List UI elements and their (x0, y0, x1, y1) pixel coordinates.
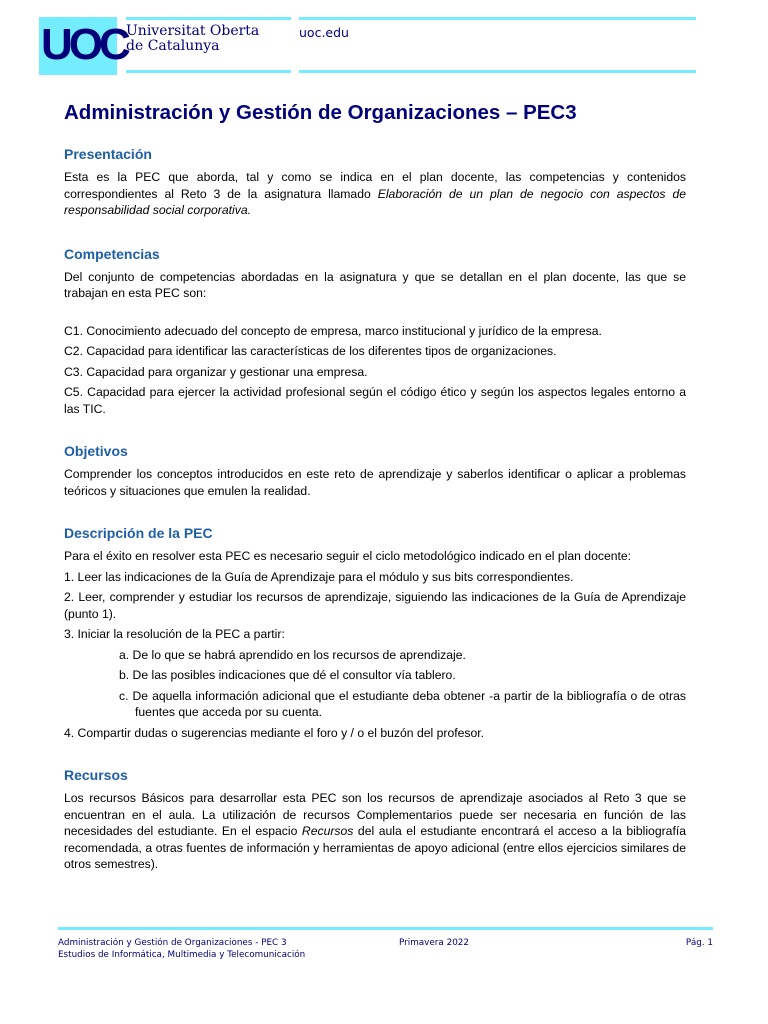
section-heading-presentacion: Presentación (64, 146, 152, 162)
descripcion-sublist (64, 647, 686, 721)
competencias-intro: Del conjunto de competencias abordadas en la asignatura y que se detallan en el plan docente, las que se trabajan en esta PEC son: (64, 269, 686, 300)
recursos-text-plain: Los recursos Básicos para desarrollar esta PEC son los recursos de aprendizaje asociados al Reto 3 que se encuentran en el aula. La utilización de recursos Complementarios puede ser necesaria en función de las necesidades del estudiante. En el espacio (64, 791, 686, 838)
footer-course: Administración y Gestión de Organizaciones - PEC 3 (58, 938, 287, 948)
uoc-logo (39, 17, 127, 75)
section-heading-descripcion: Descripción de la PEC (64, 525, 213, 541)
page-header (0, 0, 768, 80)
descripcion-subitem: b. De las posibles indicaciones que dé el consultor vía tablero. (119, 668, 456, 682)
header-rule-top-left (126, 17, 291, 20)
section-heading-recursos: Recursos (64, 767, 128, 783)
objetivos-text: Comprender los conceptos introducidos en este reto de aprendizaje y saberlos identificar o aplicar a problemas teóricos y situaciones que emulen la realidad. (64, 467, 686, 498)
descripcion-step: 1. Leer las indicaciones de la Guía de Aprendizaje para el módulo y sus bits correspondientes. (64, 569, 574, 584)
descripcion-step: 3. Iniciar la resolución de la PEC a partir: (64, 627, 285, 641)
footer-semester: Primavera 2022 (399, 938, 469, 948)
footer-left (58, 937, 305, 961)
document-title: Administración y Gestión de Organizaciones – PEC3 (64, 101, 577, 124)
university-name-line2: de Catalunya (126, 38, 220, 54)
logo-text: UOC (41, 20, 127, 69)
university-name (126, 24, 259, 54)
header-rule-bottom-left (126, 70, 291, 73)
university-name-line1: Universitat Oberta (126, 23, 260, 39)
footer-rule (58, 927, 713, 930)
competencia-item: C2. Capacidad para identificar las características de los diferentes tipos de organizaciones. (64, 344, 557, 358)
footer-page-number: Pág. 1 (685, 938, 713, 948)
presentacion-text-italic: Elaboración de un plan de negocio con aspectos de responsabilidad social corporativa. (64, 186, 687, 217)
section-heading-competencias: Competencias (64, 245, 160, 262)
presentacion-text-plain: Esta es la PEC que aborda, tal y como se indica en el plan docente, las competencias y contenidos correspondientes al Reto 3 de la asignatura llamado (64, 170, 686, 201)
competencia-item: C1. Conocimiento adecuado del concepto de empresa, marco institucional y jurídico de la empresa. (64, 323, 602, 338)
recursos-text-italic: Recursos (301, 824, 354, 838)
document-body (64, 98, 686, 873)
header-rule-bottom-right (299, 70, 696, 73)
descripcion-subitem: c. De aquella información adicional que el estudiante deba obtener -a partir de la bibliografía o de otras fuentes que acceda por su cuenta. (119, 688, 686, 719)
descripcion-subitem: a. De lo que se habrá aprendido en los recursos de aprendizaje. (119, 647, 466, 662)
website-link[interactable]: uoc.edu (299, 25, 349, 40)
recursos-text-plain-end: del aula el estudiante encontrará el acceso a la bibliografía recomendada, a otras fuentes de información y herramientas de apoyo adicional (entre ellos ejercicios similares de otros semestres). (64, 824, 686, 871)
recursos-text (64, 790, 686, 873)
competencia-item: C3. Capacidad para organizar y gestionar una empresa. (64, 364, 368, 379)
descripcion-step: 4. Compartir dudas o sugerencias mediante el foro y / o el buzón del profesor. (64, 725, 485, 740)
header-rule-top-right (299, 17, 696, 20)
competencia-item: C5. Capacidad para ejercer la actividad profesional según el código ético y según los aspectos legales entorno a las TIC. (64, 385, 686, 416)
presentacion-text (64, 169, 686, 219)
descripcion-intro: Para el éxito en resolver esta PEC es necesario seguir el ciclo metodológico indicado en el plan docente: (64, 549, 632, 563)
footer-studies: Estudios de Informática, Multimedia y Telecomunicación (58, 950, 306, 960)
descripcion-step: 2. Leer, comprender y estudiar los recursos de aprendizaje, siguiendo las indicaciones de la Guía de Aprendizaje (punto 1). (64, 590, 686, 621)
section-heading-objetivos: Objetivos (64, 443, 128, 459)
